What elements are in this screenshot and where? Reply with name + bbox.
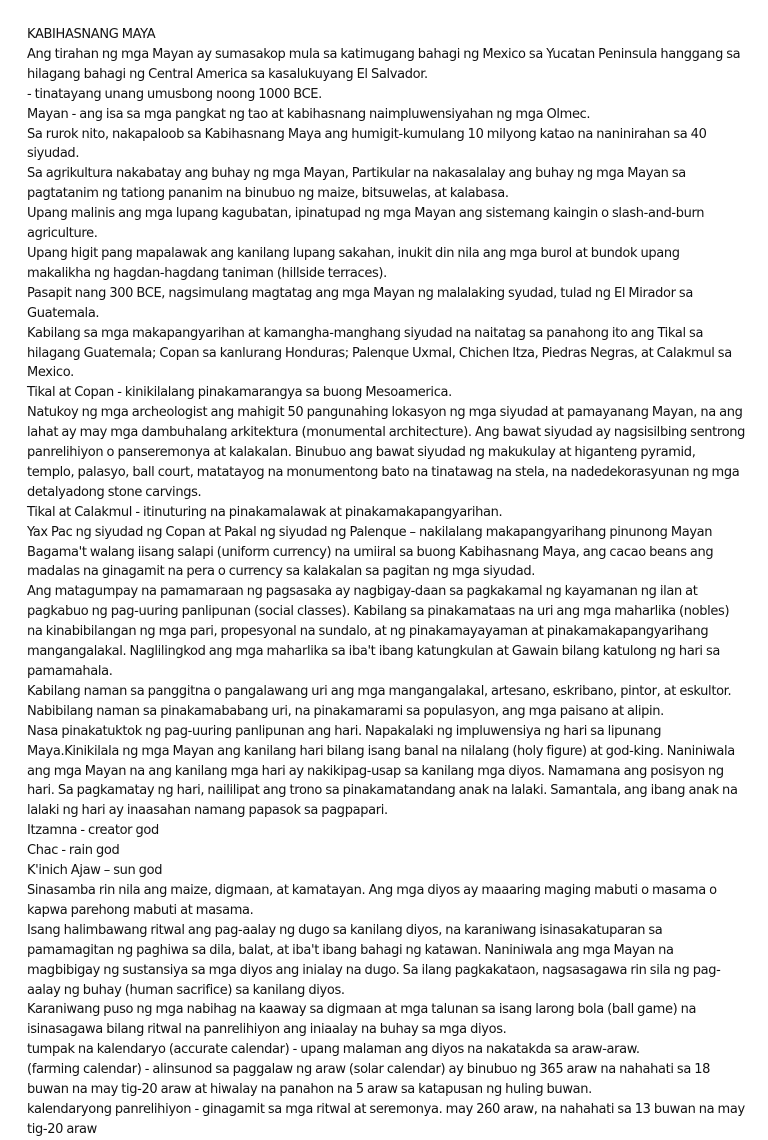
paragraph: Karaniwang puso ng mga nabihag na kaaway sa digmaan at mga talunan sa isang larong bola (ball game) na isinasagawa bilang ritwal na panrelihiyon ang iniaalay na buhay sa mga diyos. xyxy=(27,1002,697,1038)
paragraph: Tikal at Calakmul - itinuturing na pinakamalawak at pinakamakapangyarihan. xyxy=(27,504,503,520)
paragraph: Upang malinis ang mga lupang kagubatan, ipinatupad ng mga Mayan ang sistemang kaingin o slash-and-burn agriculture. xyxy=(27,206,705,242)
document-title: KABIHASNANG MAYA xyxy=(27,27,156,42)
paragraph: Pasapit nang 300 BCE, nagsimulang magtatag ang mga Mayan ng malalaking syudad, tulad ng El Mirador sa Guatemala. xyxy=(27,285,693,321)
paragraph: K'inich Ajaw – sun god xyxy=(27,863,163,879)
paragraph: kalendaryong panrelihiyon - ginagamit sa mga ritwal at seremonya. may 260 araw, na nahahati sa 13 buwan na may tig-20 araw xyxy=(27,1101,745,1137)
paragraph: Natukoy ng mga archeologist ang mahigit 50 pangunahing lokasyon ng mga siyudad at pamayanang Mayan, na ang lahat ay may mga dambuhalang arkitektura (monumental architecture). Ang bawat siyudad ay nagsisilbing sentrong panrelihiyon o panseremonya at kalakalan. Binubuo ang bawat siyudad ng makukulay at higanteng pyramid, templo, palasyo, ball court, matatayog na monumentong bato na tinatawag na stela, na nadedekorasyunan ng mga detalyadong stone carvings. xyxy=(27,405,745,500)
paragraph: Mayan - ang isa sa mga pangkat ng tao at kabihasnang naimpluwensiyahan ng mga Olmec. xyxy=(27,106,591,122)
paragraph: (farming calendar) - alinsunod sa paggalaw ng araw (solar calendar) ay binubuo ng 365 araw na nahahati sa 18 buwan na may tig-20 araw at hiwalay na panahon na 5 araw sa katapusan ng huling buwan. xyxy=(27,1062,711,1098)
paragraph: Ang tirahan ng mga Mayan ay sumasakop mula sa katimugang bahagi ng Mexico sa Yucatan Peninsula hanggang sa hilagang bahagi ng Central America sa kasalukuyang El Salvador. xyxy=(27,46,741,82)
paragraph: Sinasamba rin nila ang maize, digmaan, at kamatayan. Ang mga diyos ay maaaring maging mabuti o masama o kapwa parehong mabuti at masama. xyxy=(27,882,717,918)
paragraph: tumpak na kalendaryo (accurate calendar) - upang malaman ang diyos na nakatakda sa araw-araw. xyxy=(27,1042,640,1058)
paragraph: Sa rurok nito, nakapaloob sa Kabihasnang Maya ang humigit-kumulang 10 milyong katao na naninirahan sa 40 siyudad. xyxy=(27,126,707,162)
paragraph: Sa agrikultura nakabatay ang buhay ng mga Mayan, Partikular na nakasalalay ang buhay ng mga Mayan sa pagtatanim ng tationg pananim na binubuo ng maize, bitsuwelas, at kalabasa. xyxy=(27,166,686,202)
paragraph: Upang higit pang mapalawak ang kanilang lupang sakahan, inukit din nila ang mga burol at bundok upang makalikha ng hagdan-hagdang taniman (hillside terraces). xyxy=(27,245,680,281)
paragraph: Isang halimbawang ritwal ang pag-aalay ng dugo sa kanilang diyos, na karaniwang isinasakatuparan sa pamamagitan ng paghiwa sa dila, balat, at iba't ibang bahagi ng katawan. Naniniwala ang mga Mayan na magbibigay ng sustansiya sa mga diyos ang inialay na dugo. Sa ilang pagkakataon, nagsasagawa rin sila ng pag-aalay ng buhay (human sacrifice) sa kanilang diyos. xyxy=(27,922,721,998)
paragraph: Itzamna - creator god xyxy=(27,823,159,839)
paragraph: Bagama't walang iisang salapi (uniform currency) na umiiral sa buong Kabihasnang Maya, ang cacao beans ang madalas na ginagamit na pera o currency sa kalakalan sa pagitan ng mga siyudad. xyxy=(27,544,714,580)
paragraph: Tikal at Copan - kinikilalang pinakamarangya sa buong Mesoamerica. xyxy=(27,385,452,401)
paragraph: Chac - rain god xyxy=(27,843,120,859)
paragraph: Yax Pac ng siyudad ng Copan at Pakal ng siyudad ng Palenque – nakilalang makapangyarihang pinunong Mayan xyxy=(27,524,713,540)
paragraph: Nasa pinakatuktok ng pag-uuring panlipunan ang hari. Napakalaki ng impluwensiya ng hari sa lipunang Maya.Kinikilala ng mga Mayan ang kanilang hari bilang isang banal na nilalang (holy figure) at god-king. Naniniwala ang mga Mayan na ang kanilang mga hari ay nakikipag-usap sa kanilang mga diyos. Namamana ang posisyon ng hari. Sa pagkamatay ng hari, naililipat ang trono sa pinakamatandang anak na lalaki. Samantala, ang ibang anak na lalaki ng hari ay inaasahan namang papasok sa pagpapari. xyxy=(27,723,738,819)
paragraph: Kabilang sa mga makapangyarihan at kamangha-manghang siyudad na naitatag sa panahong ito ang Tikal sa hilagang Guatemala; Copan sa kanlurang Honduras; Palenque Uxmal, Chichen Itza, Piedras Negras, at Calakmul sa Mexico. xyxy=(27,325,732,381)
paragraph: Ang matagumpay na pamamaraan ng pagsasaka ay nagbigay-daan sa pagkakamal ng kayamanan ng ilan at pagkabuo ng pag-uuring panlipunan (social classes). Kabilang sa pinakamataas na uri ang mga maharlika (nobles) na kinabibilangan ng mga pari, propesyonal na sundalo, at ng pinakamayayaman at pinakamakapangyarihang mangangalakal. Naglilingkod ang mga maharlika sa iba't ibang katungkulan at Gawain bilang katulong ng hari sa pamamahala. xyxy=(27,584,730,679)
paragraph: - tinatayang unang umusbong noong 1000 BCE. xyxy=(27,86,322,102)
paragraph: Kabilang naman sa panggitna o pangalawang uri ang mga mangangalakal, artesano, eskribano, pintor, at eskultor. Nabibilang naman sa pinakamababang uri, na pinakamarami sa populasyon, ang mga paisano at alipin. xyxy=(27,683,732,719)
